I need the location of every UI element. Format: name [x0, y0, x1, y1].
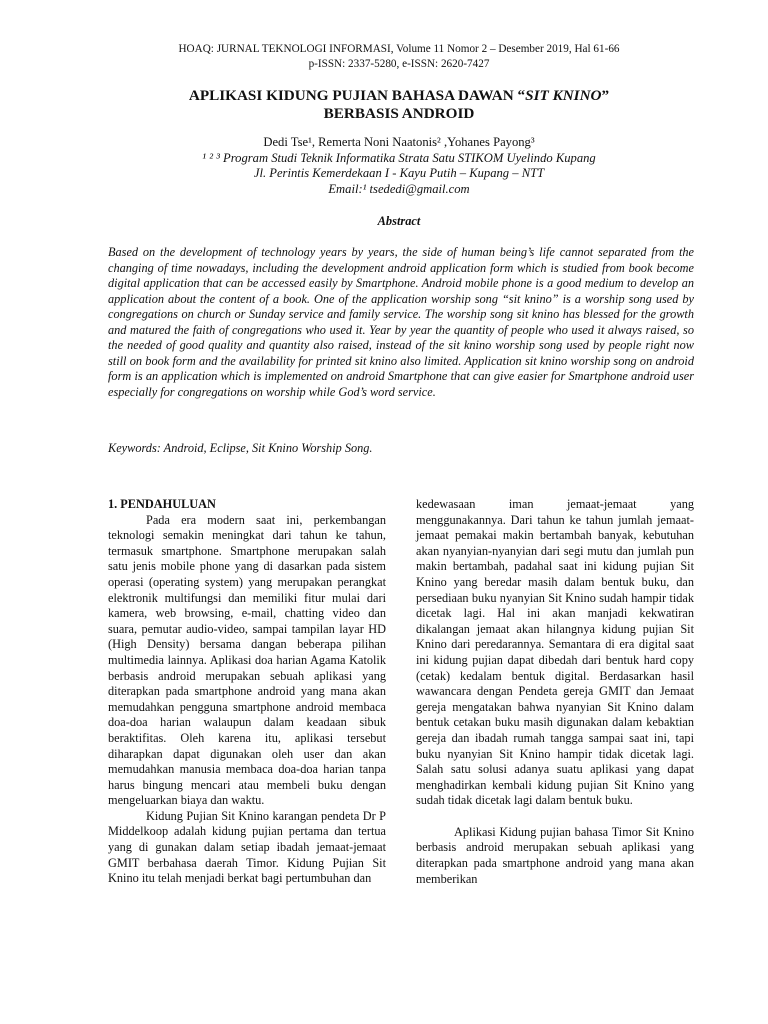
author-email: Email:¹ tsededi@gmail.com [328, 181, 470, 196]
journal-header-line1: HOAQ: JURNAL TEKNOLOGI INFORMASI, Volume 11 Nomor 2 – Desember 2019, Hal 61-66 [178, 43, 620, 55]
paragraph-gap [416, 809, 694, 825]
keywords: Keywords: Android, Eclipse, Sit Knino Worship Song. [108, 441, 373, 455]
paper-title-line2: BERBASIS ANDROID [323, 105, 475, 122]
body-column-left [108, 497, 386, 887]
body-paragraph: kedewasaan iman jemaat-jemaat yang menggunakannya. Dari tahun ke tahun jumlah jemaat-jemaat pemakai makin bertambah banyak, kebutuhan akan nyanyian-nyanyian dari segi mutu dan jumlah pun makin bertambah, padahal saat ini kidung pujian Sit Knino yang beredar masih dalam bentuk buku, dan persediaan buku nyanyian Sit Knino sudah hampir tidak dicetak lagi. Hal ini akan manjadi kekwatiran dikalangan jemaat akan hilangnya kidung pujian Sit Knino dari peredarannya. Semantara di era digital saat ini kidung pujian dapat dibedah dari bentuk hard copy (cetak) kedalam bentuk digital. Berdasarkan hasil wawancara dengan Pendeta gereja GMIT dan Jemaat gereja mengatakan bahwa nyanyian Sit Knino dalam bentuk cetakan buku masih digunakan dalam kebaktian gereja dan ibadah rumah tangga sampai saat ini, tapi buku nyanyian Sit Knino hampir tidak dicetak lagi. Salah satu solusi adanya suatu aplikasi yang dapat menghadirkan kembali kidung pujian Sit Knino yang sudah tidak dicetak lagi dalam bentuk buku. [416, 497, 694, 808]
body-paragraph: Kidung Pujian Sit Knino karangan pendeta Dr P Middelkoop adalah kidung pujian pertama dan tertua yang di gunakan dalam setiap ibadah jemaat-jemaat GMIT berbahasa daerah Timor. Kidung Pujian Sit Knino itu telah menjadi berkat bagi pertumbuhan dan [108, 808, 386, 886]
abstract-heading: Abstract [377, 214, 421, 228]
body-paragraph: Aplikasi Kidung pujian bahasa Timor Sit Knino berbasis android merupakan sebuah aplikasi yang diterapkan pada smartphone android yang mana akan memberikan [416, 824, 694, 886]
author-affiliation: ¹ ² ³ Program Studi Teknik Informatika Strata Satu STIKOM Uyelindo Kupang [202, 150, 596, 165]
paper-title [100, 87, 698, 123]
body-paragraph: Pada era modern saat ini, perkembangan teknologi semakin meningkat dari tahun ke tahun, termasuk smartphone. Smartphone merupakan salah satu jenis mobile phone yang di dasarkan pada sistem operasi (operating system) yang merupakan perangkat elektronik multifungsi dan memiliki fitur mulai dari kamera, web browsing, e-mail, chatting video dan suara, pemutar audio-video, sampai tampilan layar HD (High Density) bersama dangan beberapa pilihan multimedia lainnya. Aplikasi doa harian Agama Katolik berbasis android merupakan sebuah aplikasi yang diterapkan pada smartphone android yang mana akan memudahkan pengguna smartphone android membaca doa-doa harian walaupun dalam keadaan sibuk beraktifitas. Oleh karena itu, aplikasi tersebut diharapkan dapat digunakan oleh user dan akan memudahkan manusia membaca doa-doa harian tanpa harus bingung mencari atau membeli buku dengan mengeluarkan biaya dan waktu. [108, 512, 386, 808]
abstract-text: Based on the development of technology years by years, the side of human being’s life cannot separated from the changing of time nowadays, including the development android application form which is studied from book become digital application that can be accessed easily by Smartphone. Android mobile phone is a good medium to develop an application about the content of a book. One of the application worship song “sit knino” is a worship song used by congregations on church or Sunday service and family service. The worship song sit knino has blessed for the growth and matured the faith of congregations who used it. Year by year the quantity of people who used it always raised, so the needed of good quality and quantity also raised, instead of the sit knino worship song used by people right now still on book form and the availability for printed sit knino also limited. Application sit knino worship song on android form is an application which is implemented on android Smartphone that can give easier for Smartphone android user especially for congregations on worship while God’s word service. [108, 245, 694, 399]
body-column-right [416, 497, 694, 887]
journal-header [120, 42, 678, 72]
author-address: Jl. Perintis Kemerdekaan I - Kayu Putih – Kupang – NTT [253, 166, 545, 180]
paper-title-line1: APLIKASI KIDUNG PUJIAN BAHASA DAWAN “SIT KNINO” [188, 87, 610, 104]
section-heading: 1. PENDAHULUAN [108, 497, 216, 511]
journal-header-issn: p-ISSN: 2337-5280, e-ISSN: 2620-7427 [308, 58, 490, 70]
author-block [90, 135, 708, 197]
author-names: Dedi Tse¹, Remerta Noni Naatonis² ,Yohanes Payong³ [263, 135, 535, 149]
